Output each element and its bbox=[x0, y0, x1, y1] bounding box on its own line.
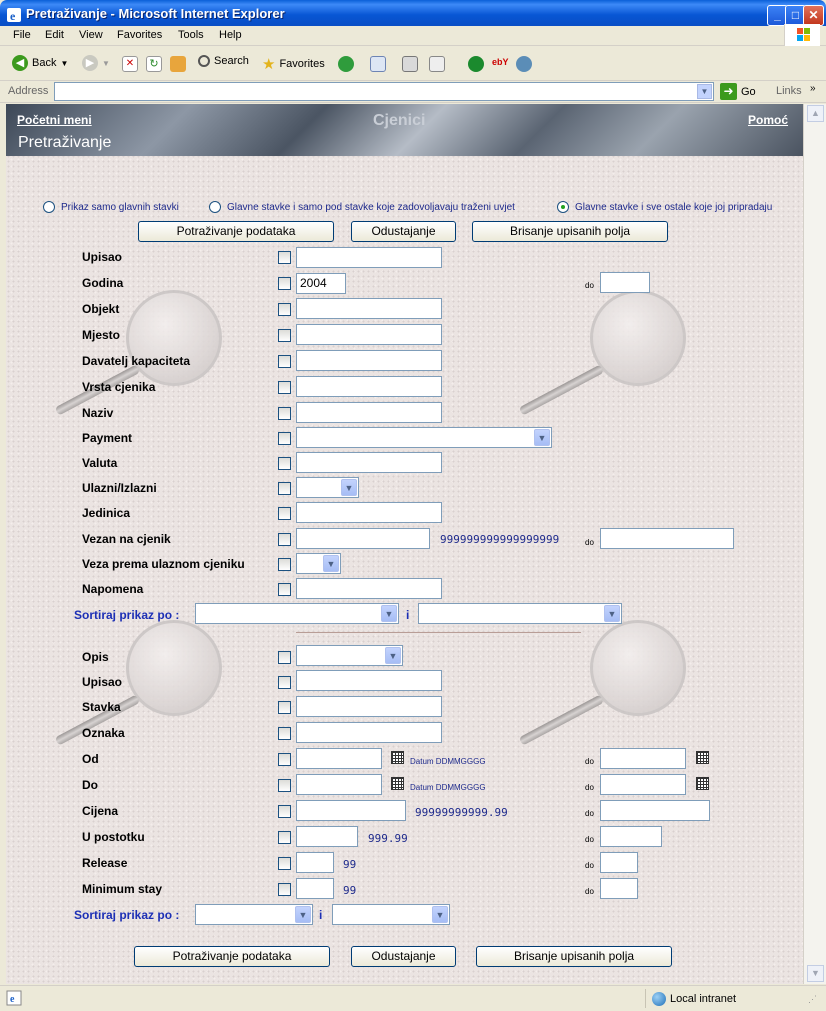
vrsta-input[interactable] bbox=[296, 376, 442, 397]
godina-label: Godina bbox=[82, 276, 124, 290]
stavka-label: Stavka bbox=[82, 700, 121, 714]
sort-and-label: i bbox=[406, 608, 410, 622]
do-to-input[interactable] bbox=[600, 774, 686, 795]
magnifier-handle bbox=[519, 365, 604, 416]
menu-favorites[interactable]: Favorites bbox=[117, 29, 163, 41]
back-button[interactable]: ◀ Back ▼ bbox=[12, 55, 68, 71]
chevron-down-icon[interactable]: ▼ bbox=[534, 429, 550, 446]
minstay-checkbox[interactable] bbox=[278, 883, 291, 896]
valuta-label: Valuta bbox=[82, 456, 118, 470]
stop-icon[interactable]: ✕ bbox=[122, 56, 138, 72]
magnifier-decoration bbox=[590, 290, 686, 386]
opis-label: Opis bbox=[82, 650, 109, 664]
go-button[interactable]: ➜ Go bbox=[720, 83, 756, 100]
menu-bar bbox=[0, 26, 826, 46]
release-checkbox[interactable] bbox=[278, 857, 291, 870]
objekt-label: Objekt bbox=[82, 302, 120, 316]
cijena-checkbox[interactable] bbox=[278, 805, 291, 818]
valuta-input[interactable] bbox=[296, 452, 442, 473]
vertical-scrollbar[interactable] bbox=[803, 104, 826, 984]
cancel-button[interactable]: Odustajanje bbox=[351, 221, 456, 242]
cancel-button-bottom[interactable]: Odustajanje bbox=[351, 946, 456, 967]
radio-main-only[interactable]: Prikaz samo glavnih stavki bbox=[43, 201, 179, 213]
search-icon bbox=[198, 55, 210, 67]
valuta-checkbox[interactable] bbox=[278, 457, 291, 470]
ebay-icon[interactable]: ebY bbox=[492, 57, 509, 67]
postotku-input[interactable] bbox=[296, 826, 358, 847]
stavka-checkbox[interactable] bbox=[278, 701, 291, 714]
sort-label-2: Sortiraj prikaz po : bbox=[74, 908, 180, 922]
chevron-down-icon[interactable]: ▼ bbox=[432, 906, 448, 923]
payment-select[interactable] bbox=[296, 427, 552, 448]
cijena-hint: 99999999999.99 bbox=[415, 806, 508, 819]
godina-to-input[interactable] bbox=[600, 272, 650, 293]
veza-select[interactable] bbox=[296, 553, 341, 574]
veza-checkbox[interactable] bbox=[278, 558, 291, 571]
od-checkbox[interactable] bbox=[278, 753, 291, 766]
oznaka-checkbox[interactable] bbox=[278, 727, 291, 740]
postotku-checkbox[interactable] bbox=[278, 831, 291, 844]
minstay-hint: 99 bbox=[343, 884, 357, 897]
sort-label: Sortiraj prikaz po : bbox=[74, 608, 180, 622]
radio-button[interactable] bbox=[43, 201, 55, 213]
range-to-label: do bbox=[585, 887, 594, 896]
chevron-down-icon[interactable]: ▼ bbox=[604, 605, 620, 622]
mjesto-input[interactable] bbox=[296, 324, 442, 345]
napomena-input[interactable] bbox=[296, 578, 442, 599]
magnifier-decoration bbox=[126, 620, 222, 716]
header-banner bbox=[6, 104, 803, 156]
clear-button-bottom[interactable]: Brisanje upisanih polja bbox=[476, 946, 672, 967]
do-checkbox[interactable] bbox=[278, 779, 291, 792]
page-status-icon bbox=[6, 990, 22, 1006]
calendar-icon[interactable] bbox=[696, 751, 709, 764]
naziv-checkbox[interactable] bbox=[278, 407, 291, 420]
naziv-label: Naziv bbox=[82, 406, 114, 420]
vrsta-checkbox[interactable] bbox=[278, 381, 291, 394]
menu-tools[interactable]: Tools bbox=[178, 29, 204, 41]
vezan-to-input[interactable] bbox=[600, 528, 734, 549]
home-icon[interactable] bbox=[170, 56, 186, 72]
stavka-input[interactable] bbox=[296, 696, 442, 717]
vrsta-label: Vrsta cjenika bbox=[82, 380, 156, 394]
security-zone: Local intranet bbox=[645, 989, 736, 1008]
magnifier-decoration bbox=[126, 290, 222, 386]
chevron-down-icon[interactable]: ▼ bbox=[295, 906, 311, 923]
range-to-label: do bbox=[585, 783, 594, 792]
cijena-label: Cijena bbox=[82, 804, 119, 818]
range-to-label: do bbox=[585, 757, 594, 766]
date-hint: Datum DDMMGGGG bbox=[410, 783, 486, 792]
upisao-input[interactable] bbox=[296, 247, 442, 268]
sort-and-label-2: i bbox=[319, 908, 323, 922]
objekt-checkbox[interactable] bbox=[278, 303, 291, 316]
minstay-label: Minimum stay bbox=[82, 882, 163, 896]
go-arrow-icon: ➜ bbox=[720, 83, 737, 100]
svg-text:e: e bbox=[10, 994, 15, 1005]
upisao-checkbox[interactable] bbox=[278, 251, 291, 264]
radio-button[interactable] bbox=[209, 201, 221, 213]
chevron-right-icon[interactable]: » bbox=[810, 83, 816, 94]
address-bar bbox=[0, 81, 826, 103]
globe-icon bbox=[652, 992, 666, 1006]
ie-icon bbox=[6, 7, 22, 23]
svg-text:e: e bbox=[10, 9, 16, 23]
address-input[interactable] bbox=[54, 82, 714, 101]
postotku-to-input[interactable] bbox=[600, 826, 662, 847]
napomena-label: Napomena bbox=[82, 582, 144, 596]
oznaka-input[interactable] bbox=[296, 722, 442, 743]
chevron-down-icon[interactable]: ▼ bbox=[385, 647, 401, 664]
jedinica-input[interactable] bbox=[296, 502, 442, 523]
home-link[interactable]: Početni meni bbox=[17, 113, 92, 127]
vezan-label: Vezan na cjenik bbox=[82, 532, 171, 546]
od-input[interactable] bbox=[296, 748, 382, 769]
naziv-input[interactable] bbox=[296, 402, 442, 423]
mjesto-label: Mjesto bbox=[82, 328, 121, 342]
edit-icon[interactable] bbox=[429, 56, 445, 72]
section-title: Cjenici bbox=[373, 112, 426, 129]
toolbar bbox=[0, 47, 826, 81]
minstay-input[interactable] bbox=[296, 878, 334, 899]
ulazni-select[interactable] bbox=[296, 477, 359, 498]
ulazni-checkbox[interactable] bbox=[278, 482, 291, 495]
menu-view[interactable]: View bbox=[79, 29, 103, 41]
upisao2-input[interactable] bbox=[296, 670, 442, 691]
favorites-button[interactable]: ★ Favorites bbox=[262, 56, 325, 73]
cijena-input[interactable] bbox=[296, 800, 406, 821]
page-title: Pretraživanje bbox=[18, 134, 112, 151]
forward-icon: ▶ bbox=[82, 55, 98, 71]
calendar-icon[interactable] bbox=[391, 777, 404, 790]
favorites-star-icon: ★ bbox=[262, 56, 276, 73]
sort-select-3[interactable] bbox=[195, 904, 313, 925]
jedinica-checkbox[interactable] bbox=[278, 507, 291, 520]
menu-help[interactable]: Help bbox=[219, 29, 242, 41]
submit-button-bottom[interactable]: Potraživanje podataka bbox=[134, 946, 330, 967]
postotku-label: U postotku bbox=[82, 830, 145, 844]
calendar-icon[interactable] bbox=[391, 751, 404, 764]
section-divider bbox=[296, 632, 581, 633]
date-hint: Datum DDMMGGGG bbox=[410, 757, 486, 766]
address-label: Address bbox=[8, 85, 49, 97]
davatelj-input[interactable] bbox=[296, 350, 442, 371]
magnifier-decoration bbox=[590, 620, 686, 716]
vezan-input[interactable] bbox=[296, 528, 430, 549]
status-bar bbox=[0, 985, 826, 1011]
mail-icon[interactable] bbox=[370, 56, 386, 72]
vezan-hint: 999999999999999999 bbox=[440, 533, 560, 546]
range-to-label: do bbox=[585, 281, 594, 290]
messenger-icon[interactable] bbox=[516, 56, 532, 72]
submit-button[interactable]: Potraživanje podataka bbox=[138, 221, 334, 242]
radio-matching-subitems[interactable]: Glavne stavke i samo pod stavke koje zadovoljavaju traženi uvjet bbox=[209, 201, 515, 213]
window-title: Pretraživanje - Microsoft Internet Explorer bbox=[26, 6, 285, 21]
chevron-down-icon[interactable]: ▼ bbox=[697, 84, 712, 99]
upisao-label: Upisao bbox=[82, 250, 123, 264]
page-content bbox=[6, 104, 803, 984]
sort-select-4[interactable] bbox=[332, 904, 450, 925]
mjesto-checkbox[interactable] bbox=[278, 329, 291, 342]
minstay-to-input[interactable] bbox=[600, 878, 638, 899]
menu-edit[interactable]: Edit bbox=[45, 29, 64, 41]
history-icon[interactable] bbox=[338, 56, 354, 72]
radio-all-subitems[interactable]: Glavne stavke i sve ostale koje joj pripradaju bbox=[557, 201, 772, 213]
cijena-to-input[interactable] bbox=[600, 800, 710, 821]
godina-input[interactable]: 2004 bbox=[296, 273, 346, 294]
veza-label: Veza prema ulaznom cjeniku bbox=[82, 557, 245, 571]
minimize-button[interactable]: _ bbox=[767, 5, 788, 26]
radio-button[interactable] bbox=[557, 201, 569, 213]
release-input[interactable] bbox=[296, 852, 334, 873]
scroll-up-icon[interactable]: ▲ bbox=[807, 105, 824, 122]
back-icon: ◀ bbox=[12, 55, 28, 71]
windows-flag-icon bbox=[785, 24, 821, 46]
range-to-label: do bbox=[585, 835, 594, 844]
range-to-label: do bbox=[585, 861, 594, 870]
davatelj-checkbox[interactable] bbox=[278, 355, 291, 368]
range-to-label: do bbox=[585, 538, 594, 547]
print-icon[interactable] bbox=[402, 56, 418, 72]
links-button[interactable]: Links bbox=[776, 85, 802, 97]
refresh-icon[interactable]: ↻ bbox=[146, 56, 162, 72]
ulazni-label: Ulazni/Izlazni bbox=[82, 481, 157, 495]
payment-checkbox[interactable] bbox=[278, 432, 291, 445]
postotku-hint: 999.99 bbox=[368, 832, 408, 845]
do-label: Do bbox=[82, 778, 98, 792]
sort-select-2[interactable] bbox=[418, 603, 622, 624]
jedinica-label: Jedinica bbox=[82, 506, 131, 520]
sort-select-1[interactable] bbox=[195, 603, 399, 624]
magnifier-handle bbox=[519, 695, 604, 746]
upisao2-label: Upisao bbox=[82, 675, 123, 689]
range-to-label: do bbox=[585, 809, 594, 818]
opis-select[interactable] bbox=[296, 645, 403, 666]
windows-logo bbox=[784, 24, 820, 46]
od-label: Od bbox=[82, 752, 99, 766]
release-label: Release bbox=[82, 856, 128, 870]
search-button[interactable]: Search bbox=[198, 55, 249, 67]
payment-label: Payment bbox=[82, 431, 133, 445]
close-button[interactable]: ✕ bbox=[803, 5, 824, 26]
davatelj-label: Davatelj kapaciteta bbox=[82, 354, 191, 368]
menu-file[interactable]: File bbox=[13, 29, 31, 41]
release-hint: 99 bbox=[343, 858, 357, 871]
godina-checkbox[interactable] bbox=[278, 277, 291, 290]
chevron-down-icon[interactable]: ▼ bbox=[381, 605, 397, 622]
scroll-down-icon[interactable]: ▼ bbox=[807, 965, 824, 982]
resize-grip-icon[interactable]: ⋰ bbox=[808, 994, 817, 1004]
od-to-input[interactable] bbox=[600, 748, 686, 769]
clear-button[interactable]: Brisanje upisanih polja bbox=[472, 221, 668, 242]
maximize-button[interactable]: □ bbox=[785, 5, 806, 26]
upisao2-checkbox[interactable] bbox=[278, 676, 291, 689]
icq-icon[interactable] bbox=[468, 56, 484, 72]
calendar-icon[interactable] bbox=[696, 777, 709, 790]
forward-button[interactable]: ▶ ▼ bbox=[82, 55, 110, 71]
opis-checkbox[interactable] bbox=[278, 651, 291, 664]
objekt-input[interactable] bbox=[296, 298, 442, 319]
oznaka-label: Oznaka bbox=[82, 726, 125, 740]
chevron-down-icon[interactable]: ▼ bbox=[341, 479, 357, 496]
chevron-down-icon[interactable]: ▼ bbox=[323, 555, 339, 572]
help-link[interactable]: Pomoć bbox=[748, 113, 789, 127]
do-input[interactable] bbox=[296, 774, 382, 795]
release-to-input[interactable] bbox=[600, 852, 638, 873]
vezan-checkbox[interactable] bbox=[278, 533, 291, 546]
napomena-checkbox[interactable] bbox=[278, 583, 291, 596]
